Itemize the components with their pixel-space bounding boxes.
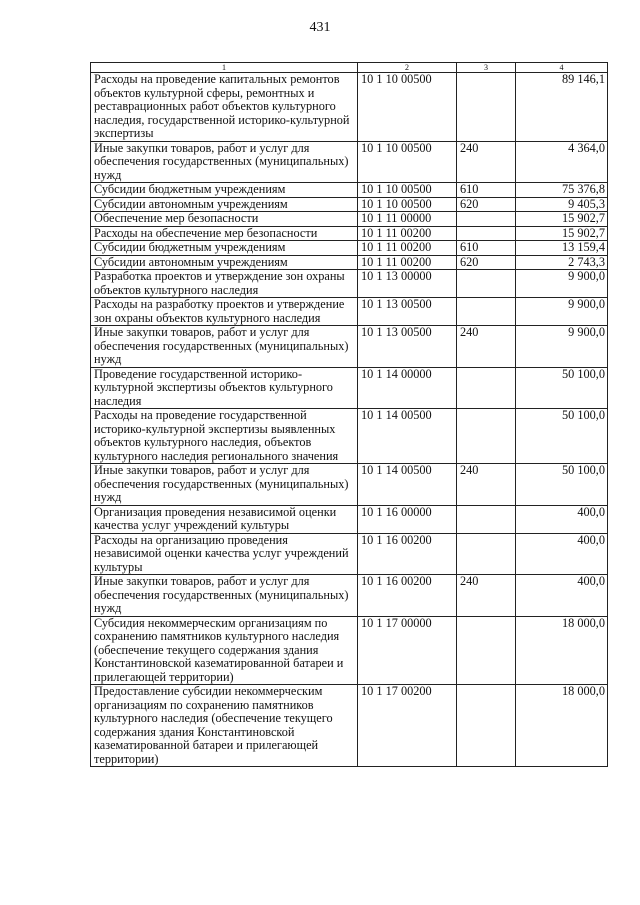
row-type — [457, 298, 516, 326]
row-code: 10 1 13 00500 — [358, 326, 457, 368]
row-amount: 15 902,7 — [516, 212, 608, 227]
row-type — [457, 73, 516, 142]
row-code: 10 1 16 00200 — [358, 533, 457, 575]
budget-table — [90, 62, 608, 767]
row-type: 240 — [457, 141, 516, 183]
row-name: Иные закупки товаров, работ и услуг для обеспечения государственных (муниципальных) нужд — [91, 575, 358, 617]
row-amount: 18 000,0 — [516, 685, 608, 767]
table-row — [91, 409, 608, 464]
row-amount: 50 100,0 — [516, 409, 608, 464]
row-type — [457, 616, 516, 685]
row-code: 10 1 14 00000 — [358, 367, 457, 409]
row-name: Проведение государственной историко-культурной экспертизы объектов культурного наследия — [91, 367, 358, 409]
row-code: 10 1 13 00500 — [358, 298, 457, 326]
row-type: 620 — [457, 197, 516, 212]
page-number: 431 — [309, 20, 331, 35]
row-name: Разработка проектов и утверждение зон охраны объектов культурного наследия — [91, 270, 358, 298]
row-code: 10 1 14 00500 — [358, 464, 457, 506]
row-type: 620 — [457, 255, 516, 270]
row-name: Расходы на разработку проектов и утверждение зон охраны объектов культурного наследия — [91, 298, 358, 326]
table-row — [91, 575, 608, 617]
row-code: 10 1 10 00500 — [358, 197, 457, 212]
row-amount: 400,0 — [516, 505, 608, 533]
table-row — [91, 270, 608, 298]
row-name: Обеспечение мер безопасности — [91, 212, 358, 227]
row-type — [457, 367, 516, 409]
table-row — [91, 464, 608, 506]
row-code: 10 1 10 00500 — [358, 73, 457, 142]
row-code: 10 1 10 00500 — [358, 183, 457, 198]
column-header: 1 — [91, 63, 358, 73]
table-row — [91, 298, 608, 326]
column-header: 4 — [516, 63, 608, 73]
table-row — [91, 141, 608, 183]
row-name: Субсидии автономным учреждениям — [91, 197, 358, 212]
row-code: 10 1 14 00500 — [358, 409, 457, 464]
row-code: 10 1 16 00000 — [358, 505, 457, 533]
row-amount: 9 900,0 — [516, 298, 608, 326]
table-row — [91, 326, 608, 368]
row-amount: 50 100,0 — [516, 464, 608, 506]
row-type: 240 — [457, 326, 516, 368]
row-name: Субсидия некоммерческим организациям по сохранению памятников культурного наследия (обеспечение текущего содержания здания Константиновской казематированной батареи и прилегающей территории) — [91, 616, 358, 685]
row-name: Расходы на обеспечение мер безопасности — [91, 226, 358, 241]
row-name: Иные закупки товаров, работ и услуг для обеспечения государственных (муниципальных) нужд — [91, 464, 358, 506]
row-type — [457, 212, 516, 227]
row-type — [457, 533, 516, 575]
table-row — [91, 533, 608, 575]
row-amount: 400,0 — [516, 575, 608, 617]
row-amount: 4 364,0 — [516, 141, 608, 183]
row-type — [457, 409, 516, 464]
table-row — [91, 73, 608, 142]
row-amount: 18 000,0 — [516, 616, 608, 685]
table-row — [91, 197, 608, 212]
row-code: 10 1 11 00200 — [358, 226, 457, 241]
row-amount: 75 376,8 — [516, 183, 608, 198]
row-amount: 9 900,0 — [516, 270, 608, 298]
row-amount: 2 743,3 — [516, 255, 608, 270]
row-type: 610 — [457, 183, 516, 198]
column-header: 2 — [358, 63, 457, 73]
row-code: 10 1 11 00200 — [358, 255, 457, 270]
column-header: 3 — [457, 63, 516, 73]
row-name: Расходы на организацию проведения независимой оценки качества услуг учреждений культуры — [91, 533, 358, 575]
row-code: 10 1 13 00000 — [358, 270, 457, 298]
row-name: Иные закупки товаров, работ и услуг для обеспечения государственных (муниципальных) нужд — [91, 141, 358, 183]
row-amount: 89 146,1 — [516, 73, 608, 142]
row-name: Расходы на проведение государственной историко-культурной экспертизы выявленных объектов культурного наследия, объектов культурного наследия регионального значения — [91, 409, 358, 464]
row-type — [457, 226, 516, 241]
table-row — [91, 367, 608, 409]
table-row — [91, 685, 608, 767]
row-name: Иные закупки товаров, работ и услуг для обеспечения государственных (муниципальных) нужд — [91, 326, 358, 368]
table-row — [91, 616, 608, 685]
table-row — [91, 183, 608, 198]
table-row — [91, 255, 608, 270]
row-amount: 15 902,7 — [516, 226, 608, 241]
row-code: 10 1 16 00200 — [358, 575, 457, 617]
table-row — [91, 226, 608, 241]
row-amount: 9 900,0 — [516, 326, 608, 368]
row-name: Субсидии автономным учреждениям — [91, 255, 358, 270]
row-type: 610 — [457, 241, 516, 256]
row-type — [457, 270, 516, 298]
row-name: Субсидии бюджетным учреждениям — [91, 183, 358, 198]
row-code: 10 1 17 00000 — [358, 616, 457, 685]
row-name: Предоставление субсидии некоммерческим организациям по сохранению памятников культурного наследия (обеспечение текущего содержания здания Константиновской казематированной батареи и прилегающей территории) — [91, 685, 358, 767]
table-row — [91, 505, 608, 533]
row-amount: 9 405,3 — [516, 197, 608, 212]
row-type: 240 — [457, 464, 516, 506]
table-row — [91, 241, 608, 256]
row-code: 10 1 17 00200 — [358, 685, 457, 767]
row-code: 10 1 11 00000 — [358, 212, 457, 227]
table-row — [91, 212, 608, 227]
row-name: Организация проведения независимой оценки качества услуг учреждений культуры — [91, 505, 358, 533]
row-amount: 50 100,0 — [516, 367, 608, 409]
row-name: Субсидии бюджетным учреждениям — [91, 241, 358, 256]
column-header-row — [91, 63, 608, 73]
row-type: 240 — [457, 575, 516, 617]
row-amount: 13 159,4 — [516, 241, 608, 256]
row-code: 10 1 11 00200 — [358, 241, 457, 256]
row-code: 10 1 10 00500 — [358, 141, 457, 183]
row-amount: 400,0 — [516, 533, 608, 575]
row-type — [457, 505, 516, 533]
row-name: Расходы на проведение капитальных ремонтов объектов культурной сферы, ремонтных и реставрационных работ объектов культурного наследия, государственной историко-культурной экспертизы — [91, 73, 358, 142]
row-type — [457, 685, 516, 767]
